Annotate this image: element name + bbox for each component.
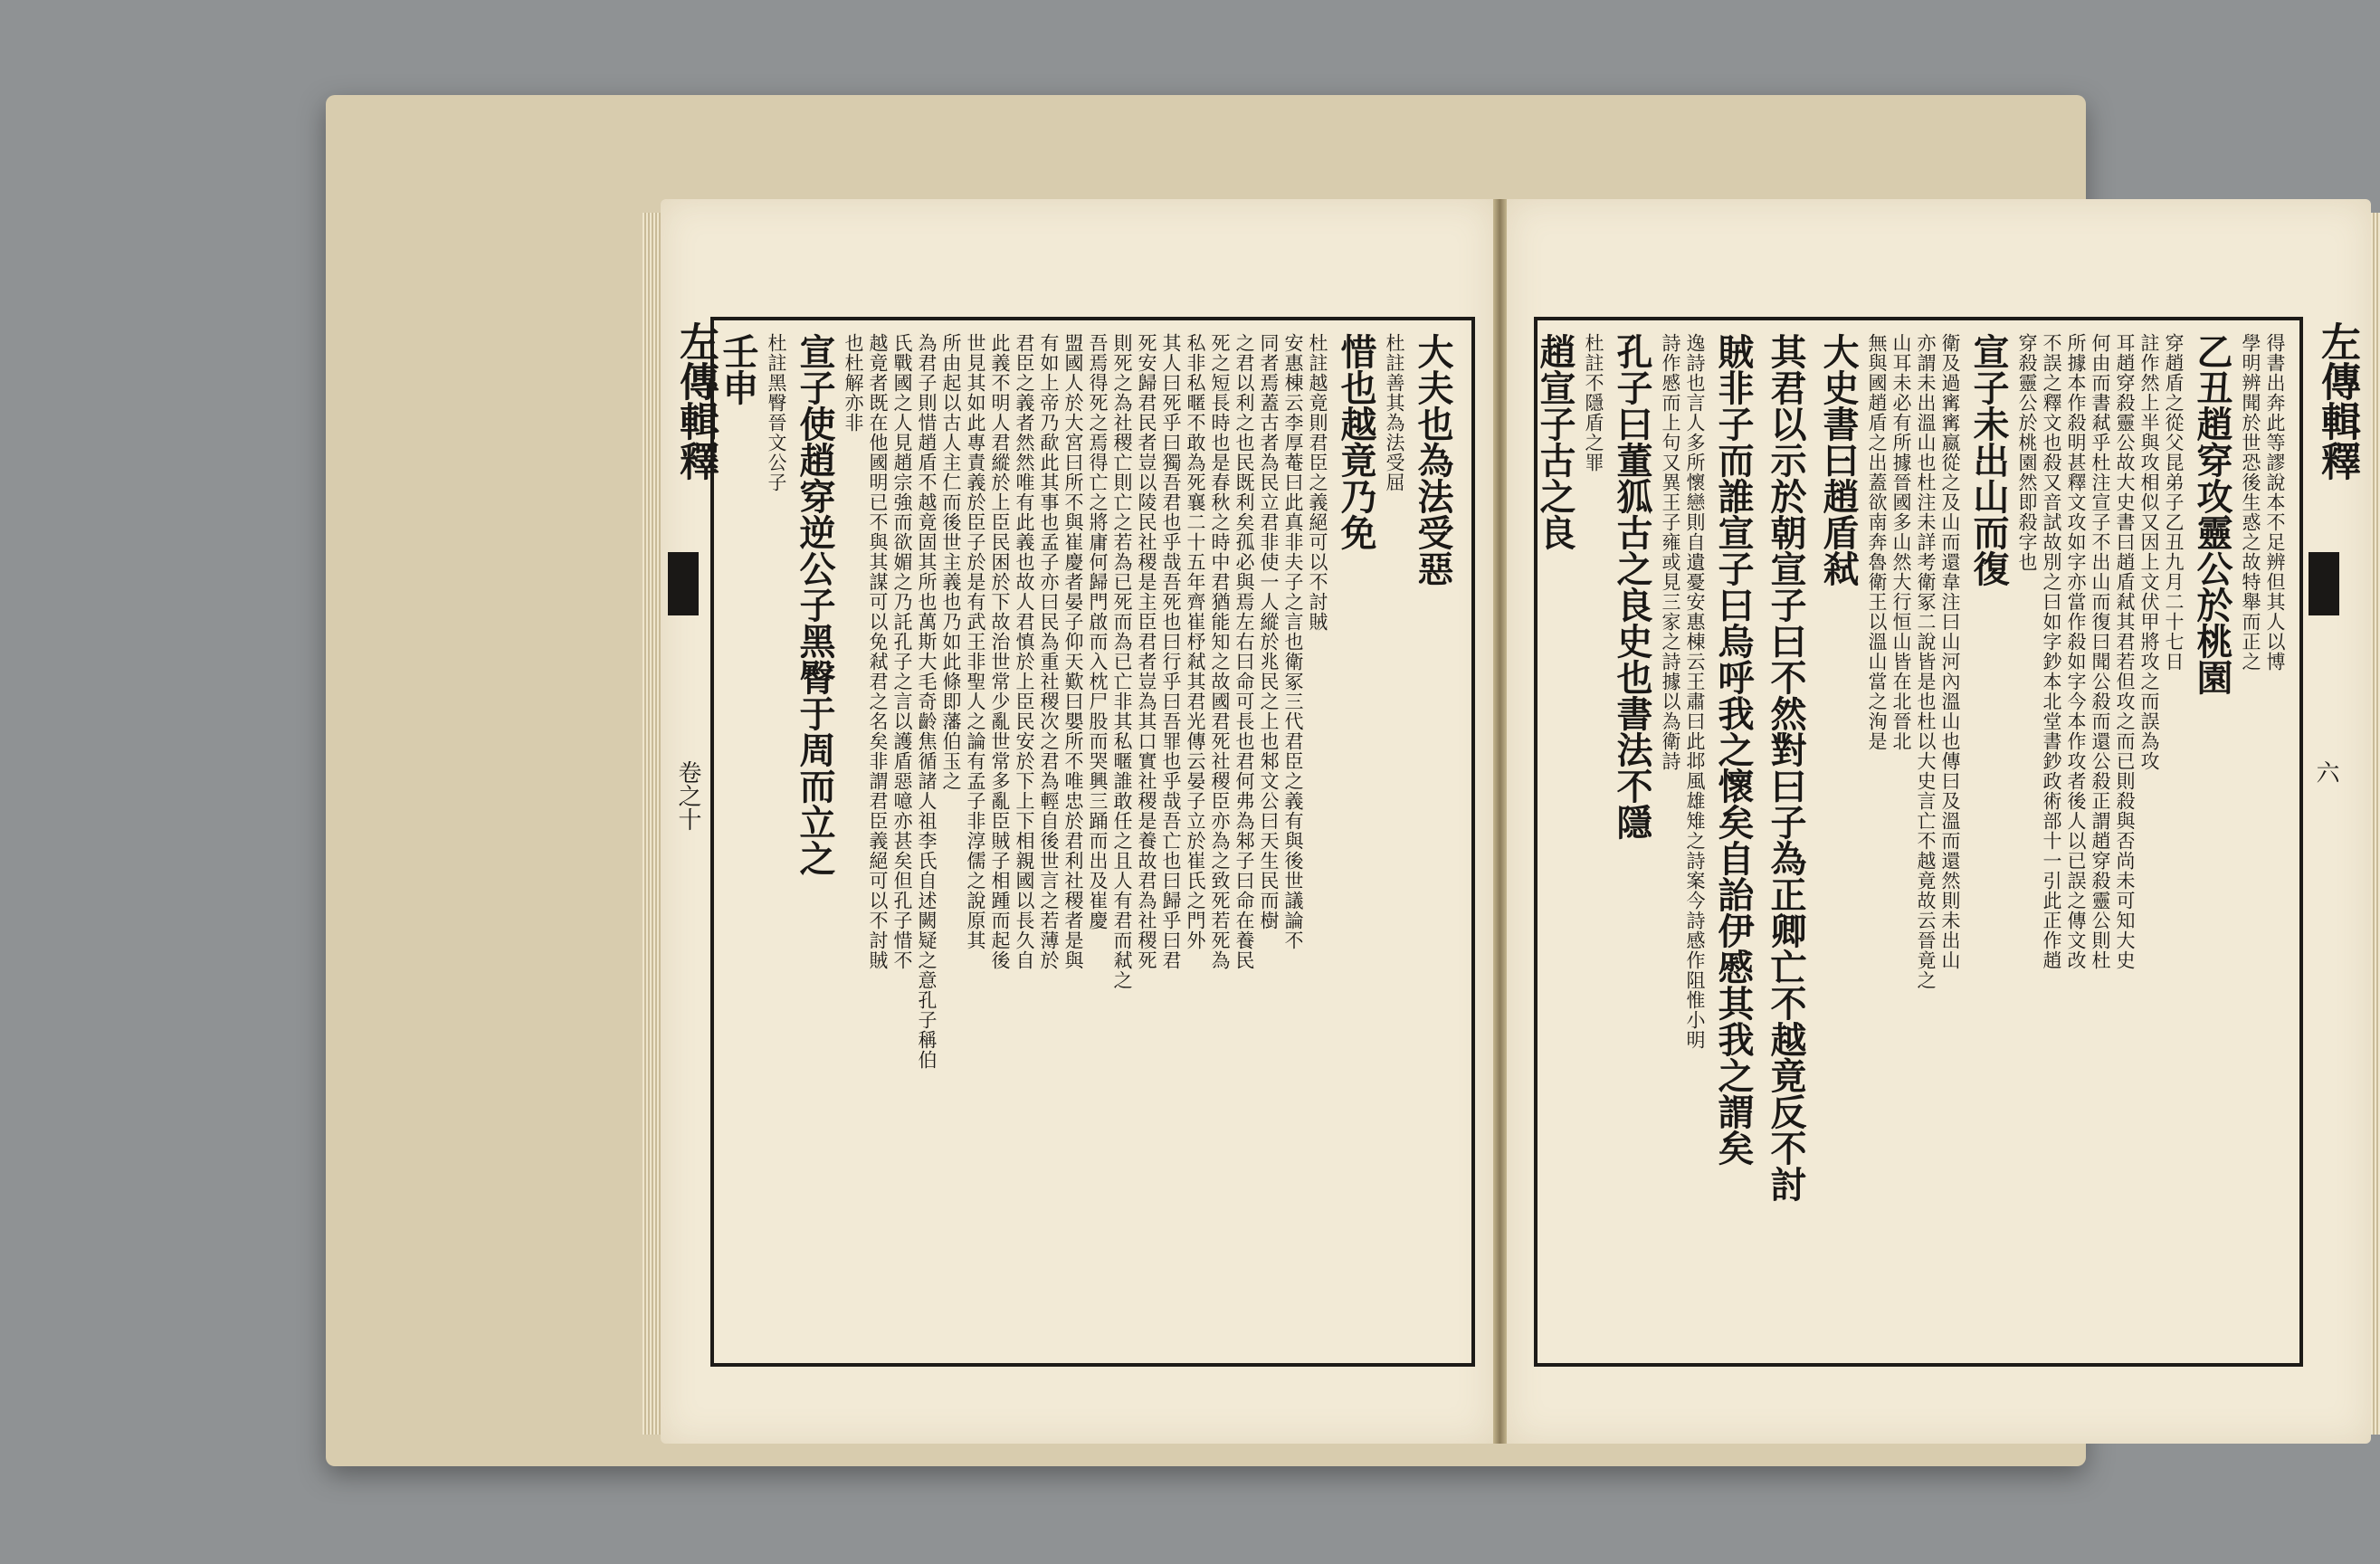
left-page-column: 氏戰國之人見趙宗強而欲媚之乃託孔子之言以護盾惡噫亦甚矣但孔子惜不	[891, 333, 913, 970]
left-page-column: 吾焉得死之焉得亡之將庸何歸門啟而入枕尸股而哭興三踊而出及崔慶	[1087, 333, 1109, 930]
right-page-column: 耳趙穿殺靈公故大史書曰趙盾弒其君若但攻之而已則殺與否尚未可知大史	[2114, 333, 2136, 970]
right-page-column: 孔子曰董狐古之良史也書法不隱	[1611, 333, 1653, 840]
right-page-column: 逸詩也言人多所懷戀則自遺憂安惠棟云王肅曰此邶風雄雉之詩案今詩感作阻惟小明	[1684, 333, 1706, 1050]
left-page-column: 壬申	[717, 333, 759, 405]
right-page-column: 衛及過寗寗嬴從之及山而還韋注曰山河內溫山也傳曰及溫而還然則未出山	[1939, 333, 1961, 970]
right-page-column: 大史書曰趙盾弒	[1817, 333, 1860, 586]
gutter	[1493, 199, 1507, 1444]
page-edge-left	[643, 213, 662, 1435]
right-page-column: 乙丑趙穿攻靈公於桃園	[2191, 333, 2233, 695]
left-page-header: 左傳輯釋	[672, 321, 719, 481]
right-page-header: 左傳輯釋	[2314, 321, 2360, 481]
right-page-column: 亦謂未出溫山也杜注未詳考衛冢二說皆是也杜以大史言亡不越竟故云晉竟之	[1915, 333, 1937, 990]
left-page-column: 宣子使趙穿逆公子黑臀于周而立之	[794, 333, 836, 876]
left-page-column: 也杜解亦非	[843, 333, 864, 433]
right-page-number: 六	[2312, 760, 2339, 784]
left-page-column: 君臣之義者然然唯有此義也故人君慎於上臣民安於下上下相親國以長久自	[1014, 333, 1035, 970]
right-page-column: 宣子未出山而復	[1967, 333, 2010, 586]
left-page-column: 大夫也為法受惡	[1412, 333, 1454, 586]
right-page-column: 其君以示於朝宣子曰不然對曰子為正卿亡不越竟反不討	[1765, 333, 1807, 1202]
left-page-column: 所由起以古人主仁而後世主義也乃如此條即藩伯玉之	[940, 333, 962, 791]
right-page-column: 山耳未必有所據晉國多山然大行恒山皆在北晉北	[1890, 333, 1912, 751]
right-page-column: 無與國趙盾之出蓋欲南奔魯衛王以溫山當之洵是	[1866, 333, 1888, 751]
right-page-column: 何由而書弒乎杜注宣子不出山而復曰聞公殺而還公殺正謂趙穿殺靈公則杜	[2090, 333, 2111, 970]
right-page-column: 趙宣子古之良	[1534, 333, 1576, 550]
right-text-frame	[1534, 317, 2303, 1367]
left-page-column: 死之短長時也是春秋之時中君猶能知之故國君死社稷臣亦為之致死若死為	[1209, 333, 1231, 970]
left-page-column: 安惠棟云李厚菴曰此真非夫子之言也衛冢三代君臣之義有與後世議論不	[1282, 333, 1304, 950]
fold-mark-right	[2309, 552, 2339, 615]
right-page	[1507, 199, 2371, 1444]
left-page	[661, 199, 1493, 1444]
left-page-column: 杜註黑臀晉文公子	[766, 333, 787, 492]
right-page-column: 穿趙盾之從父昆弟子乙丑九月二十七日	[2163, 333, 2185, 672]
right-page-column: 穿殺靈公於桃園然即殺字也	[2016, 333, 2038, 572]
left-page-column: 之君以利之也民既利矣孤必與焉左右曰命可長也君何弗為邾子曰命在養民	[1233, 333, 1255, 970]
left-page-column: 則死之為社稷亡則亡之若為已死而為已亡非其私暱誰敢任之且人有君而弒之	[1111, 333, 1133, 990]
left-page-column: 杜註善其為法受屈	[1384, 333, 1405, 492]
left-page-column: 杜註越竟則君臣之義絕可以不討賊	[1307, 333, 1328, 632]
left-volume: 卷之十	[674, 760, 701, 831]
left-page-column: 同者焉蓋古者為民立君非使一人縱於兆民之上也邾文公曰天生民而樹	[1258, 333, 1280, 930]
book	[326, 95, 2360, 1466]
left-page-column: 越竟者既在他國明已不與其謀可以免弒君之名矣非謂君臣義絕可以不討賊	[867, 333, 889, 970]
right-page-column: 不誤之釋文也殺又音試故別之曰如字鈔本北堂書鈔政術部十一引此正作趙	[2041, 333, 2062, 970]
right-page-column: 學明辨聞於世恐後生惑之故特舉而正之	[2240, 333, 2261, 672]
right-page-column: 註作然上半與攻相似又因上文伏甲將攻之而誤為攻	[2138, 333, 2160, 771]
left-page-column: 死安歸君民者豈以陵民社稷是主臣君者豈為其口實社稷是養故君為社稷死	[1136, 333, 1157, 970]
left-page-column: 惜也越竟乃免	[1335, 333, 1377, 550]
left-page-column: 此義不明人君縱於上臣民困於下故治世常少亂世常多亂臣賊子相踵而起後	[989, 333, 1011, 970]
right-page-column: 賊非子而誰宣子曰烏呼我之懷矣自詒伊慼其我之謂矣	[1712, 333, 1755, 1166]
right-page-column: 杜註不隱盾之罪	[1583, 333, 1604, 472]
left-text-frame	[710, 317, 1475, 1367]
right-page-column: 得書出奔此等謬說本不足辨但其人以博	[2264, 333, 2286, 672]
left-page-column: 世見其如此專責義於臣子於是有武王非聖人之論有孟子非淳儒之說原其	[965, 333, 986, 950]
right-page-column: 所據本作殺明甚釋文攻如字亦當作殺如字今本作攻者後人以已誤之傳文改	[2065, 333, 2087, 970]
left-page-column: 為君子則惜趙盾不越竟固其所也萬斯大毛奇齡焦循諸人祖李氏自述闕疑之意孔子稱伯	[916, 333, 938, 1070]
fold-mark-left	[668, 552, 699, 615]
left-page-column: 私非私暱不敢為死襄二十五年齊崔杼弒其君光傳云晏子立於崔氏之門外	[1185, 333, 1206, 950]
left-page-column: 有如上帝乃歃此其事也孟子亦曰民為重社稷次之君為輕自後世言之若薄於	[1038, 333, 1060, 970]
right-page-column: 詩作慼而上句又異王子雍或見三家之詩據以為衛詩	[1660, 333, 1681, 771]
left-page-column: 其人曰死乎曰獨吾君也乎哉吾死也曰行乎曰吾罪也乎哉吾亡也曰歸乎曰君	[1160, 333, 1182, 970]
left-page-column: 盟國人於大宮曰所不與崔慶者晏子仰天歎曰嬰所不唯忠於君利社稷者是與	[1062, 333, 1084, 970]
